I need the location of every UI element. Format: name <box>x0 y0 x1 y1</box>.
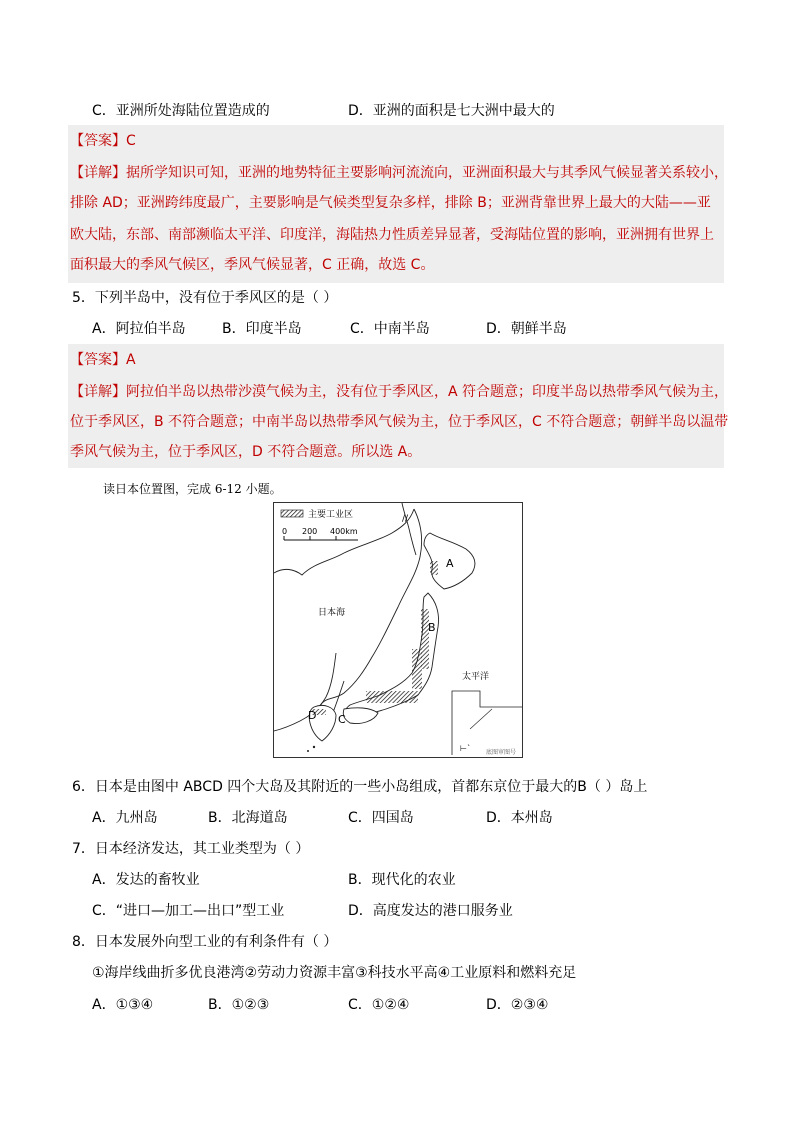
label-a: A <box>446 557 454 570</box>
q7-option-d: D．高度发达的港口服务业 <box>348 903 513 919</box>
q6-stem: 6．日本是由图中 ABCD 四个大岛及其附近的一些小岛组成，首都东京位于最大的B（ ）岛上 <box>72 779 648 795</box>
q8-option-c: C．①②④ <box>348 997 410 1013</box>
q4-detail-line-3: 欧大陆，东部、南部濒临太平洋、印度洋，海陆热力性质差异显著，受海陆位置的影响，亚洲拥有世界上 <box>70 227 714 243</box>
q4-detail-line-1 <box>70 163 728 183</box>
q5-option-d: D．朝鲜半岛 <box>486 321 567 337</box>
q8-option-a: A．①③④ <box>92 997 154 1013</box>
label-d: D <box>308 709 317 722</box>
detail-text: 据所学知识可知，亚洲的地势特征主要影响河流流向，亚洲面积最大与其季风气候显著关系较小， <box>126 165 728 181</box>
q5-option-c: C．中南半岛 <box>350 321 430 337</box>
q5-answer-block <box>68 344 729 468</box>
detail-text: 阿拉伯半岛以热带沙漠气候为主，没有位于季风区，A 符合题意；印度半岛以热带季风气候为主， <box>126 384 729 400</box>
q4-detail-line-2: 排除 AD；亚洲跨纬度最广，主要影响是气候类型复杂多样，排除 B；亚洲背靠世界上最大的大陆——亚 <box>70 195 711 211</box>
answer-value: C <box>126 133 136 149</box>
detail-tag: 【详解】 <box>70 384 126 400</box>
q4-detail-line-4: 面积最大的季风气候区，季风气候显著，C 正确，故选 C。 <box>70 257 435 273</box>
legend-label: 主要工业区 <box>308 510 354 520</box>
map-intro: 读日本位置图，完成 6-12 小题。 <box>103 482 282 496</box>
label-pacific: 太平洋 <box>462 672 490 682</box>
japan-map-svg <box>274 503 522 757</box>
q8-option-d: D．②③④ <box>486 997 549 1013</box>
scale-200: 200 <box>302 527 318 536</box>
q5-stem: 5．下列半岛中，没有位于季风区的是（ ） <box>72 290 338 306</box>
q4-answer-block <box>68 125 728 283</box>
q8-option-b: B．①②③ <box>208 997 270 1013</box>
q6-option-b: B．北海道岛 <box>208 810 288 826</box>
q6-option-d: D．本州岛 <box>486 810 553 826</box>
q5-detail-line-2: 位于季风区，B 不符合题意；中南半岛以热带季风气候为主，位于季风区，C 不符合题意；朝鲜半岛以温带 <box>70 414 729 430</box>
q5-detail-line-3: 季风气候为主，位于季风区，D 不符合题意。所以选 A。 <box>70 444 422 460</box>
q4-answer-line <box>70 131 136 151</box>
q7-option-c: C．“进口—加工—出口”型工业 <box>92 903 285 919</box>
label-c: C <box>338 713 346 726</box>
svg-text:⊢ˋ: ⊢ˋ <box>460 744 471 753</box>
q8-conditions: ①海岸线曲折多优良港湾②劳动力资源丰富③科技水平高④工业原料和燃料充足 <box>92 965 577 981</box>
q8-stem: 8．日本发展外向型工业的有利条件有（ ） <box>72 934 338 950</box>
shikoku <box>343 708 378 724</box>
japan-map <box>273 502 523 758</box>
q4-option-c: C．亚洲所处海陆位置造成的 <box>92 103 270 119</box>
q6-option-a: A．九州岛 <box>92 810 158 826</box>
legend-hatch-swatch <box>281 510 303 517</box>
q7-option-b: B．现代化的农业 <box>348 872 456 888</box>
map-watermark: 底图审图号 <box>486 749 517 756</box>
q5-option-a: A．阿拉伯半岛 <box>92 321 186 337</box>
q5-option-b: B．印度半岛 <box>222 321 302 337</box>
label-b: B <box>428 621 436 634</box>
scale-0: 0 <box>282 527 288 536</box>
q6-option-c: C．四国岛 <box>348 810 414 826</box>
answer-tag: 【答案】 <box>70 133 126 149</box>
q7-stem: 7．日本经济发达，其工业类型为（ ） <box>72 841 310 857</box>
sakhalin-coastline <box>402 503 416 555</box>
q7-option-a: A．发达的畜牧业 <box>92 872 200 888</box>
detail-tag: 【详解】 <box>70 165 126 181</box>
answer-value: A <box>126 352 136 368</box>
q5-answer-line <box>70 350 136 370</box>
q5-detail-line-1 <box>70 382 728 402</box>
scale-400km: 400km <box>330 527 358 536</box>
svg-text://: // <box>402 514 409 524</box>
label-sea-of-japan: 日本海 <box>318 608 346 618</box>
answer-tag: 【答案】 <box>70 352 126 368</box>
q4-option-d: D．亚洲的面积是七大洲中最大的 <box>348 103 555 119</box>
